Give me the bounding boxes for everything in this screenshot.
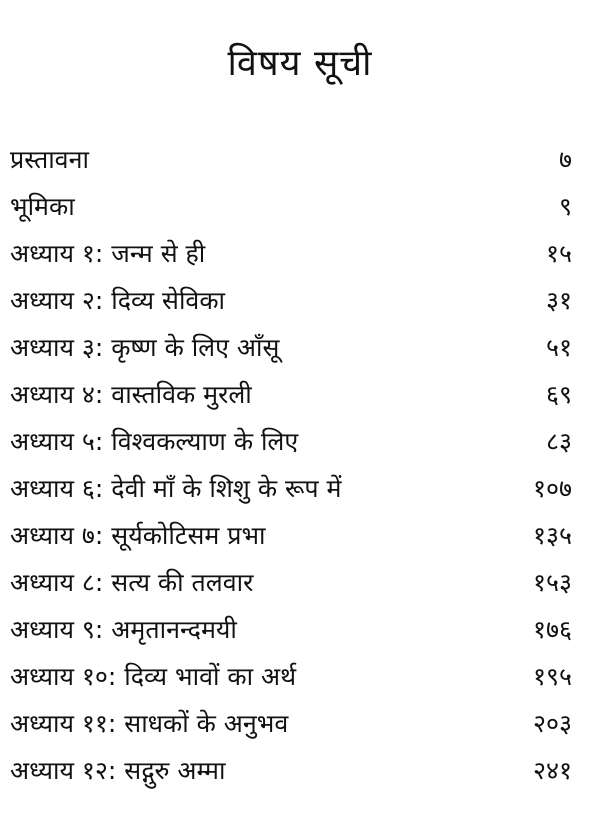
toc-entry bbox=[0, 418, 600, 465]
toc-entry bbox=[0, 277, 600, 324]
toc-entry-title: अध्याय ६: देवी माँ के शिशु के रूप में bbox=[10, 474, 342, 503]
toc-entry bbox=[0, 371, 600, 418]
toc-entry-title: अध्याय ९: अमृतानन्दमयी bbox=[10, 615, 237, 644]
toc-entry-title: अध्याय ८: सत्य की तलवार bbox=[10, 568, 254, 597]
toc-entry-title: अध्याय ७: सूर्यकोटिसम प्रभा bbox=[10, 521, 266, 550]
toc-entry-title: अध्याय १: जन्म से ही bbox=[10, 239, 206, 268]
toc-entry-title: अध्याय १०: दिव्य भावों का अर्थ bbox=[10, 662, 297, 691]
toc-entry-title: अध्याय १२: सद्गुरु अम्मा bbox=[10, 756, 226, 785]
toc-entry-title: अध्याय ११: साधकों के अनुभव bbox=[10, 709, 289, 738]
toc-entry-page: ७ bbox=[558, 145, 572, 174]
toc-entry-page: ८३ bbox=[545, 427, 572, 456]
table-of-contents bbox=[0, 136, 600, 794]
toc-entry-page: ९ bbox=[558, 192, 572, 221]
toc-entry-page: १३५ bbox=[532, 521, 572, 550]
toc-entry bbox=[0, 465, 600, 512]
toc-entry-page: १५ bbox=[545, 239, 572, 268]
toc-entry-title: भूमिका bbox=[10, 192, 75, 221]
toc-entry-title: अध्याय ५: विश्वकल्याण के लिए bbox=[10, 427, 299, 456]
toc-entry bbox=[0, 136, 600, 183]
toc-entry bbox=[0, 324, 600, 371]
toc-entry bbox=[0, 700, 600, 747]
toc-entry-page: १०७ bbox=[532, 474, 572, 503]
toc-entry-page: ६९ bbox=[545, 380, 572, 409]
toc-entry bbox=[0, 747, 600, 794]
toc-entry bbox=[0, 653, 600, 700]
toc-entry bbox=[0, 230, 600, 277]
toc-entry-page: २४१ bbox=[532, 756, 572, 785]
toc-entry bbox=[0, 183, 600, 230]
toc-entry-title: प्रस्तावना bbox=[10, 145, 89, 174]
toc-entry bbox=[0, 512, 600, 559]
toc-entry-page: १५३ bbox=[532, 568, 572, 597]
toc-entry-page: १९५ bbox=[532, 662, 572, 691]
toc-entry-page: ५१ bbox=[545, 333, 572, 362]
toc-entry-title: अध्याय ४: वास्तविक मुरली bbox=[10, 380, 252, 409]
toc-entry bbox=[0, 559, 600, 606]
toc-entry-title: अध्याय ३: कृष्ण के लिए आँसू bbox=[10, 333, 280, 362]
page-title: विषय सूची bbox=[227, 43, 373, 85]
toc-entry-page: ३१ bbox=[545, 286, 572, 315]
toc-entry bbox=[0, 606, 600, 653]
toc-entry-page: १७६ bbox=[532, 615, 572, 644]
toc-entry-page: २०३ bbox=[532, 709, 572, 738]
toc-entry-title: अध्याय २: दिव्य सेविका bbox=[10, 286, 225, 315]
